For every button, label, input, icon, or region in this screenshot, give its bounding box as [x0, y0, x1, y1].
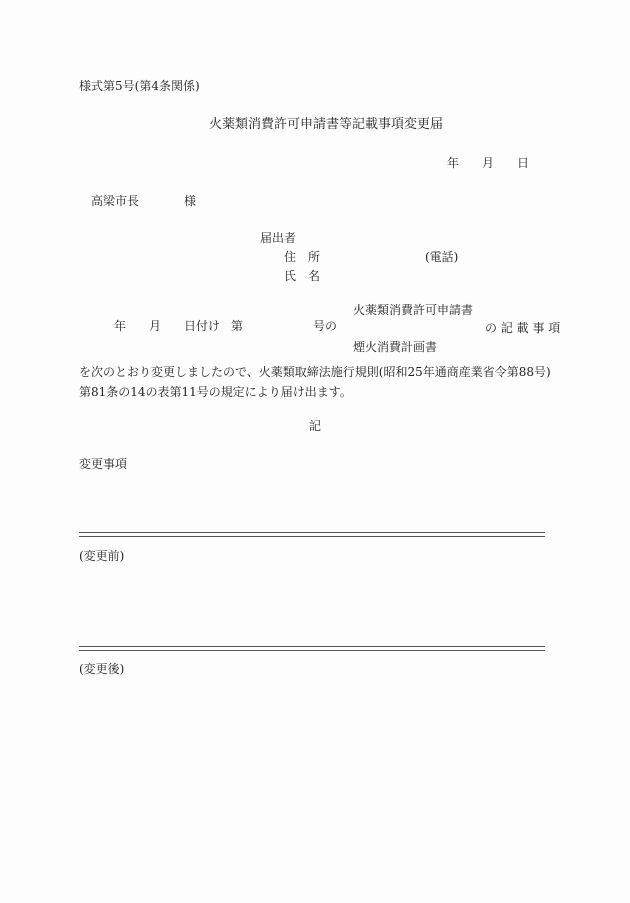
- date-month-label: 月: [482, 156, 495, 170]
- phone-label: (電話): [425, 250, 459, 264]
- divider-before: [79, 532, 545, 537]
- ki-heading: 記: [309, 419, 322, 433]
- date-day-label: 日: [517, 156, 530, 170]
- ref-number-suffix: 号の: [313, 319, 338, 333]
- address-label: 住 所: [284, 250, 321, 264]
- form-title: 火薬類消費許可申請書等記載事項変更届: [209, 117, 444, 132]
- ref-tail: の 記 載 事 項: [485, 321, 561, 335]
- divider-after: [79, 646, 545, 651]
- date-year-label: 年: [447, 156, 460, 170]
- ref-dated-label: 日付け: [184, 319, 221, 333]
- change-items-label: 変更事項: [79, 457, 128, 471]
- ref-doc-option-1: 火薬類消費許可申請書: [353, 303, 474, 317]
- body-text: を次のとおり変更しましたので、火薬類取締法施行規則(昭和25年通商産業省令第88号)第81条の14の表第11号の規定により届け出ます。: [79, 365, 551, 399]
- ref-doc-option-2: 煙火消費計画書: [353, 340, 438, 354]
- after-label: (変更後): [79, 662, 125, 676]
- applicant-label: 届出者: [260, 231, 297, 245]
- addressee-name: 高梁市長: [91, 194, 140, 208]
- form-number: 様式第5号(第4条関係): [79, 79, 200, 93]
- name-label: 氏 名: [284, 269, 321, 283]
- addressee-honorific: 様: [184, 194, 197, 208]
- ref-month-label: 月: [149, 319, 162, 333]
- ref-year-label: 年: [114, 319, 127, 333]
- ref-number-prefix: 第: [231, 319, 244, 333]
- before-label: (変更前): [79, 549, 125, 563]
